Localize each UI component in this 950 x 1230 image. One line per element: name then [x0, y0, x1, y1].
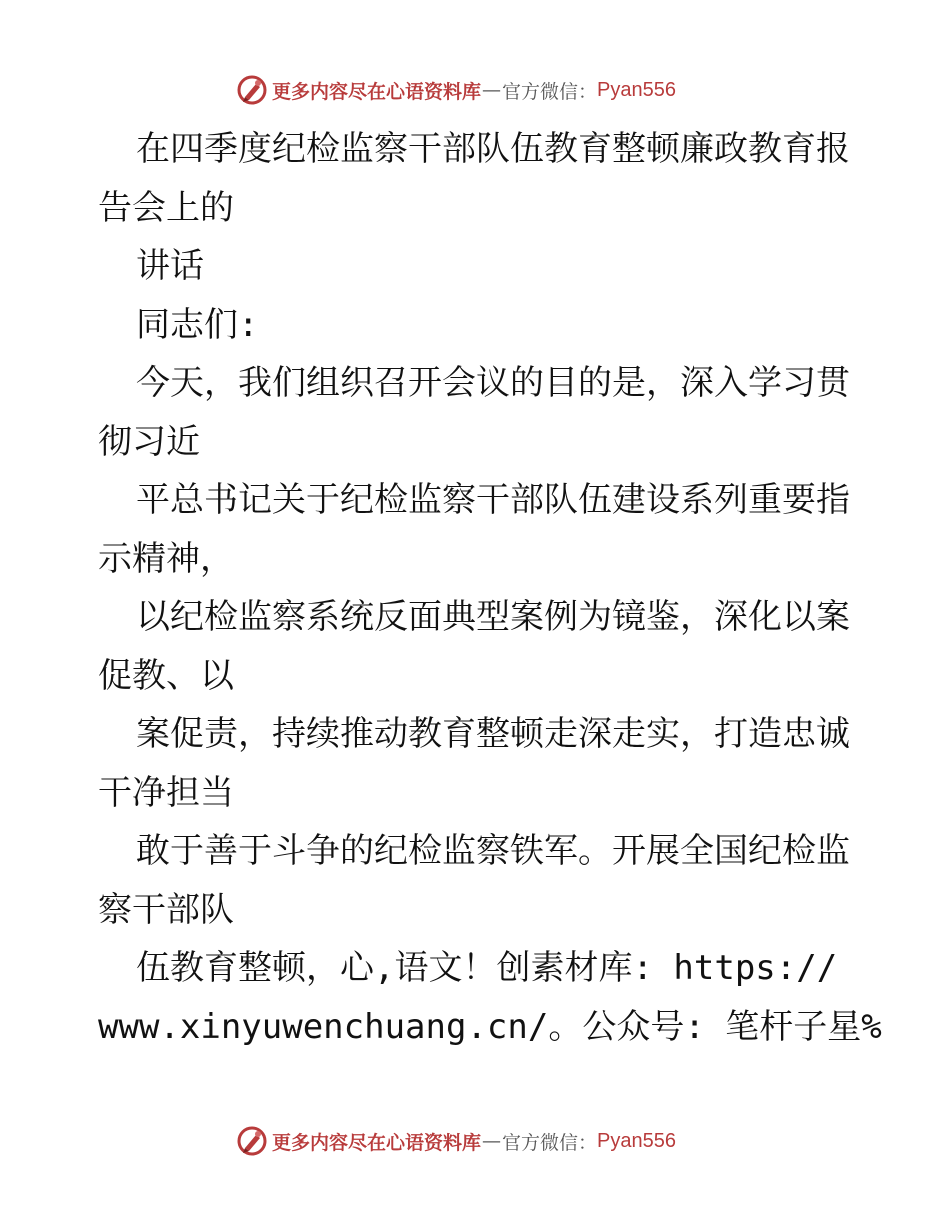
document-line: 伍教育整顿，心,语文！创素材库: https:// [136, 948, 838, 988]
document-line: 平总书记关于纪检监察干部队伍建设系列重要指 [136, 480, 850, 520]
document-line: 告会上的 [98, 187, 234, 228]
document-line: 敢于善于斗争的纪检监察铁军。开展全国纪检监 [136, 831, 850, 871]
document-line: 察干部队 [98, 889, 234, 930]
pen-logo-icon [236, 74, 268, 106]
document-line: 示精神， [98, 538, 234, 579]
document-line: 今天，我们组织召开会议的目的是，深入学习贯 [136, 363, 850, 403]
watermark-separator: — [482, 1130, 502, 1152]
watermark-brand-text: 更多内容尽在心语资料库 [272, 80, 482, 103]
watermark-contact-id: Pyan556 [597, 1129, 676, 1152]
document-body [98, 120, 882, 1056]
document-line: 以纪检监察系统反面典型案例为镜鉴，深化以案 [136, 597, 850, 637]
document-line: 干净担当 [98, 772, 234, 813]
document-line: www.xinyuwenchuang.cn/。公众号: 笔杆子星% [98, 1006, 882, 1047]
footer-watermark [236, 1124, 676, 1158]
pen-logo-icon [236, 1125, 268, 1157]
header-watermark [236, 73, 676, 107]
watermark-contact-id: Pyan556 [597, 78, 676, 101]
watermark-separator: — [482, 79, 502, 101]
watermark-contact-label: 官方微信： [502, 80, 598, 103]
watermark-contact-label: 官方微信： [502, 1131, 598, 1154]
document-line: 促教、以 [98, 655, 234, 696]
watermark-brand-text: 更多内容尽在心语资料库 [272, 1131, 482, 1154]
document-line: 彻习近 [98, 421, 200, 462]
document-line: 案促责，持续推动教育整顿走深走实，打造忠诚 [136, 714, 850, 754]
document-line: 在四季度纪检监察干部队伍教育整顿廉政教育报 [136, 129, 850, 169]
document-line: 同志们: [136, 304, 259, 345]
document-line: 讲话 [136, 246, 204, 286]
